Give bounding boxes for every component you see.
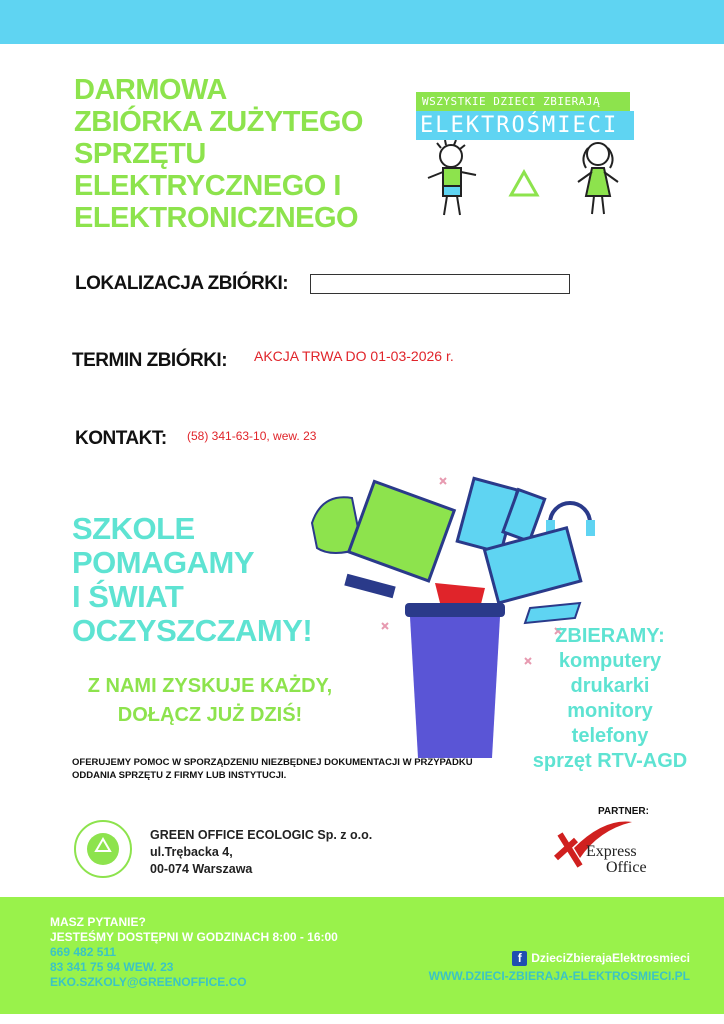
- contact-value: (58) 341-63-10, wew. 23: [187, 429, 317, 443]
- title-line: ELEKTRYCZNEGO I: [74, 170, 341, 202]
- trash-bin-icon: [405, 603, 505, 758]
- join-line: Z NAMI ZYSKUJE KAŻDY,: [87, 675, 333, 697]
- kids-recycle-illustration: [416, 140, 634, 220]
- footer-hours: JESTEŚMY DOSTĘPNI W GODZINACH 8:00 - 16:00: [50, 930, 338, 944]
- facebook-link[interactable]: [429, 951, 690, 966]
- facebook-icon: f: [512, 951, 527, 966]
- collect-item: sprzęt RTV-AGD: [532, 750, 688, 772]
- campaign-logo: [416, 92, 634, 228]
- collect-item: drukarki: [570, 675, 650, 697]
- company-city: 00-074 Warszawa: [150, 862, 253, 876]
- collected-items: [520, 624, 700, 774]
- location-label: LOKALIZACJA ZBIÓRKI:: [75, 273, 289, 294]
- website-link[interactable]: WWW.DZIECI-ZBIERAJA-ELEKTROSMIECI.PL: [428, 969, 690, 983]
- svg-text:Express: Express: [586, 843, 637, 860]
- company-name: GREEN OFFICE ECOLOGIC Sp. z o.o.: [150, 828, 373, 842]
- facebook-handle: DzieciZbierajaElektrosmieci: [531, 951, 690, 965]
- top-band: [0, 0, 724, 44]
- title-line: ZBIÓRKA ZUŻYTEGO: [74, 106, 363, 138]
- slogan: [72, 512, 312, 648]
- company-info: [150, 827, 372, 878]
- slogan-line: I ŚWIAT: [72, 579, 184, 614]
- partner-label: PARTNER:: [598, 806, 649, 817]
- offer-note: [72, 756, 473, 782]
- collect-item: telefony: [571, 725, 649, 747]
- company-street: ul.Trębacka 4,: [150, 845, 233, 859]
- svg-text:Office: Office: [606, 859, 647, 874]
- green-office-logo: [72, 818, 134, 880]
- slogan-line: SZKOLE: [72, 511, 195, 546]
- iron-icon: [525, 603, 580, 623]
- express-office-logo: [554, 818, 664, 874]
- logo-top-text: WSZYSTKIE DZIECI ZBIERAJĄ: [416, 92, 630, 111]
- term-label: TERMIN ZBIÓRKI:: [72, 350, 228, 371]
- logo-main-text: ELEKTROŚMIECI: [416, 111, 634, 140]
- title-line: ELEKTRONICZNEGO: [74, 202, 359, 234]
- offer-line: ODDANIA SPRZĘTU Z FIRMY LUB INSTYTUCJI.: [72, 770, 287, 781]
- location-field[interactable]: [310, 274, 570, 294]
- footer-question: MASZ PYTANIE?: [50, 915, 146, 929]
- term-value: AKCJA TRWA DO 01-03-2026 r.: [254, 348, 454, 364]
- title-line: SPRZĘTU: [74, 138, 206, 170]
- main-title: [74, 74, 363, 234]
- flashlight-icon: [344, 574, 395, 599]
- footer-phone-2[interactable]: 83 341 75 94 WEW. 23: [50, 960, 174, 974]
- slogan-line: OCZYSZCZAMY!: [72, 613, 313, 648]
- title-line: DARMOWA: [74, 74, 227, 106]
- collect-item: monitory: [567, 700, 653, 722]
- slogan-line: POMAGAMY: [72, 545, 254, 580]
- join-line: DOŁĄCZ JUŻ DZIŚ!: [117, 704, 303, 726]
- collect-heading: ZBIERAMY:: [555, 625, 665, 647]
- footer: [0, 897, 724, 1014]
- monitor-icon: [349, 481, 455, 581]
- contact-label: KONTAKT:: [75, 428, 167, 449]
- footer-email[interactable]: EKO.SZKOLY@GREENOFFICE.CO: [50, 975, 247, 989]
- join-text: [60, 672, 360, 730]
- collect-item: komputery: [558, 650, 662, 672]
- footer-phone-1[interactable]: 669 482 511: [50, 945, 117, 959]
- offer-line: OFERUJEMY POMOC W SPORZĄDZENIU NIEZBĘDNEJ DOKUMENTACJI W PRZYPADKU: [72, 757, 473, 768]
